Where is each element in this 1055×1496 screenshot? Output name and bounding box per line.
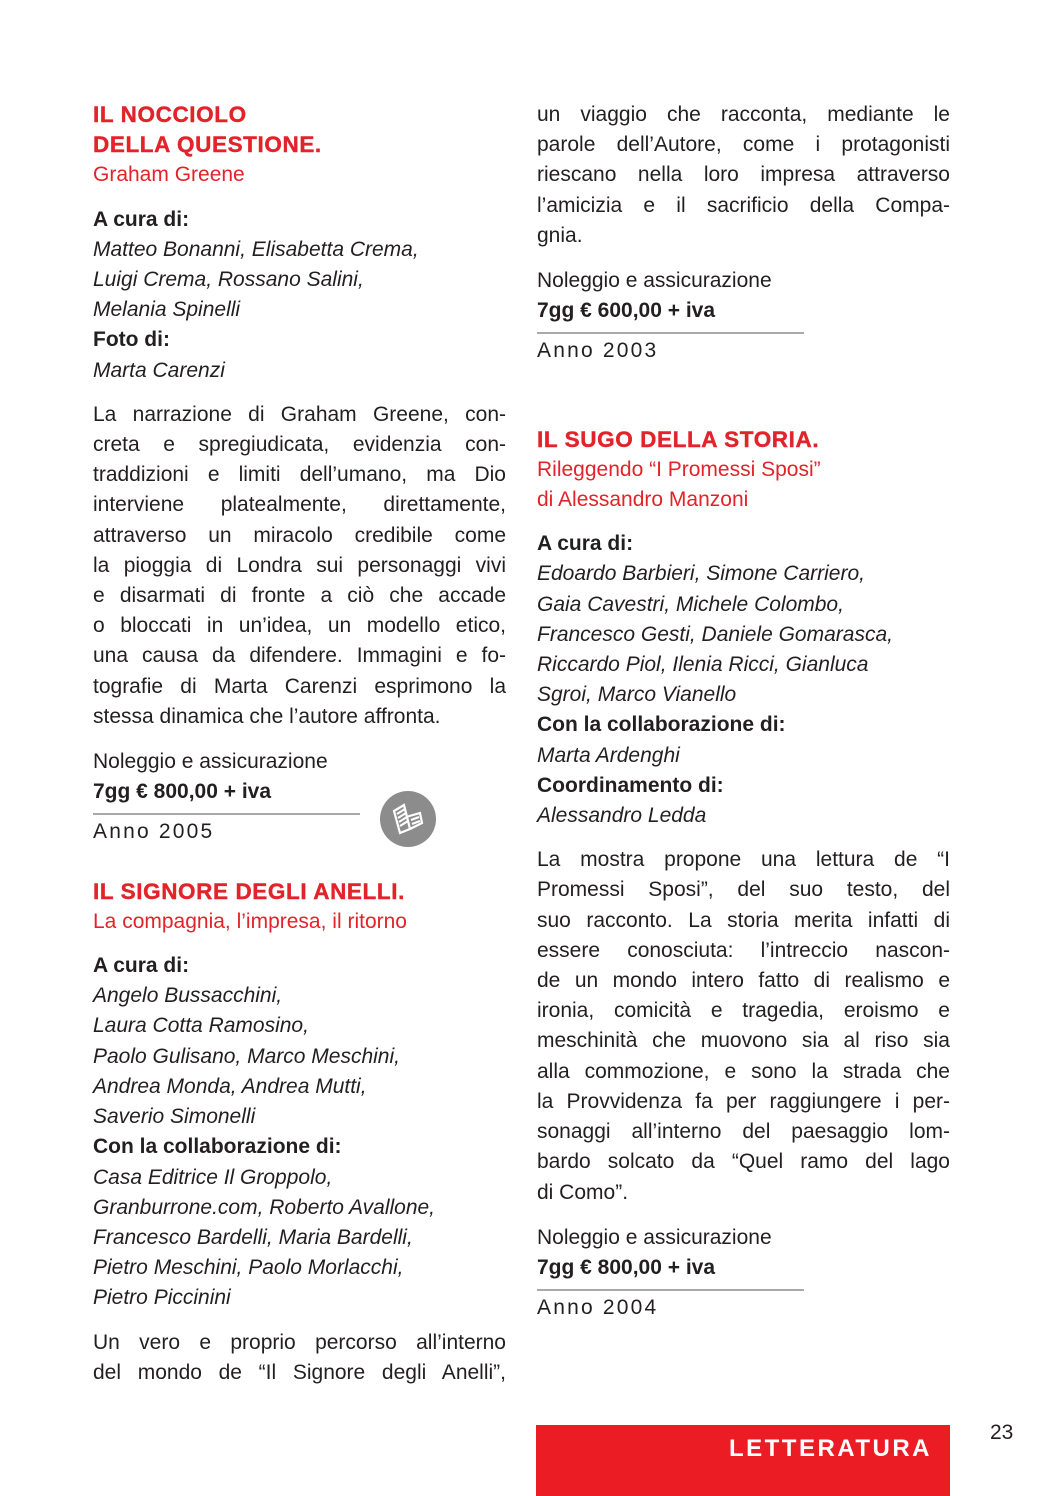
text-line: IL SIGNORE DEGLI ANELLI. — [93, 878, 405, 904]
entry-description — [537, 100, 950, 251]
text-line: Graham Greene — [93, 163, 245, 187]
text-line: un viaggio che racconta, mediante le — [537, 103, 950, 126]
text-line: Andrea Monda, Andrea Mutti, — [93, 1074, 367, 1098]
text-line: traddizioni e limiti dell’umano, ma Dio — [93, 463, 506, 487]
text-line: Casa Editrice Il Groppolo, — [93, 1165, 333, 1189]
text-line: La compagnia, l’impresa, il ritorno — [93, 909, 407, 933]
text-line: di Alessandro Manzoni — [537, 488, 749, 512]
text-line: Edoardo Barbieri, Simone Carriero, — [537, 562, 865, 586]
entry-title — [93, 877, 506, 907]
credit-names — [93, 356, 506, 386]
year: Anno 2004 — [537, 1296, 659, 1320]
year: Anno 2005 — [93, 820, 215, 844]
entry-signore-anelli-continued — [537, 100, 950, 367]
price: 7gg € 600,00 + iva — [537, 299, 716, 323]
section-label: LETTERATURA — [728, 1435, 932, 1462]
text-line: IL NOCCIOLO — [93, 102, 247, 127]
text-line: una causa da difendere. Immagini e fo- — [93, 644, 506, 668]
entry-subtitle — [93, 160, 506, 190]
entry-nocciolo — [93, 100, 506, 848]
text-line: Angelo Bussacchini, — [93, 984, 283, 1008]
text-line: Saverio Simonelli — [93, 1105, 256, 1129]
credit-names — [537, 741, 950, 771]
entry-title — [537, 425, 950, 455]
text-line: Rileggendo “I Promessi Sposi” — [537, 457, 821, 481]
text-line: bardo solcato da “Quel ramo del lago — [537, 1150, 950, 1174]
text-line: tografie di Marta Carenzi esprimono la — [93, 674, 506, 698]
text-line: Marta Ardenghi — [537, 743, 680, 767]
divider — [537, 332, 804, 334]
divider — [537, 1289, 804, 1291]
text-line: Un vero e proprio percorso all’interno — [93, 1330, 506, 1354]
entry-description — [93, 1328, 506, 1388]
page-number: 23 — [990, 1421, 1014, 1444]
divider — [93, 813, 360, 815]
text-line: parole dell’Autore, come i protagonisti — [537, 133, 950, 157]
text-line: Alessandro Ledda — [537, 804, 707, 828]
entry-subtitle — [93, 907, 506, 937]
text-line: e disarmati di fronte a ciò che accade — [93, 584, 506, 608]
text-line: di Como”. — [537, 1180, 629, 1204]
rental-label: Noleggio e assicurazione — [93, 750, 328, 774]
text-line: de un mondo intero fatto di realismo e — [537, 969, 950, 993]
text-line: ironia, comicità e tragedia, eroismo e — [537, 999, 950, 1023]
text-line: suo racconto. La storia merita infatti di — [537, 908, 950, 932]
text-line: Laura Cotta Ramosino, — [93, 1014, 309, 1038]
text-line: Marta Carenzi — [93, 358, 225, 382]
credit-label: A cura di: — [93, 207, 190, 231]
price: 7gg € 800,00 + iva — [537, 1255, 716, 1279]
price: 7gg € 800,00 + iva — [93, 780, 272, 804]
entry-sugo-storia — [537, 425, 950, 1324]
credit-names — [93, 981, 506, 1132]
credit-names — [93, 235, 506, 326]
rental-label: Noleggio e assicurazione — [537, 269, 772, 293]
right-column — [537, 100, 950, 1323]
text-line: riescano nella loro impresa attraverso — [537, 163, 950, 187]
credit-label: A cura di: — [93, 954, 190, 978]
text-line: Granburrone.com, Roberto Avallone, — [93, 1195, 436, 1219]
text-line: La narrazione di Graham Greene, con- — [93, 402, 506, 426]
text-line: creta e spregiudicata, evidenzia con- — [93, 433, 506, 457]
section-tab — [536, 1425, 950, 1496]
credit-label: Con la collaborazione di: — [537, 713, 786, 737]
credit-names — [93, 1163, 506, 1314]
text-line: gnia. — [537, 223, 583, 247]
entry-description — [93, 400, 506, 732]
credit-label: A cura di: — [537, 532, 634, 556]
credit-names — [537, 801, 950, 831]
text-line: l’amicizia e il sacrificio della Compa- — [537, 193, 950, 217]
text-line: Pietro Piccinini — [93, 1286, 231, 1310]
text-line: Matteo Bonanni, Elisabetta Crema, — [93, 237, 419, 261]
text-line: stessa dinamica che l’autore affronta. — [93, 704, 441, 728]
credit-names — [537, 559, 950, 710]
entry-subtitle — [537, 455, 950, 515]
credit-label: Con la collaborazione di: — [93, 1135, 342, 1159]
text-line: sonaggi all’interno del paesaggio lom- — [537, 1120, 950, 1144]
rental-label: Noleggio e assicurazione — [537, 1225, 772, 1249]
text-line: Pietro Meschini, Paolo Morlacchi, — [93, 1256, 404, 1280]
text-line: Sgroi, Marco Vianello — [537, 683, 737, 707]
text-line: IL SUGO DELLA STORIA. — [537, 426, 820, 452]
text-line: meschinità che muovono sia al riso sia — [537, 1029, 950, 1053]
text-line: DELLA QUESTIONE. — [93, 132, 322, 158]
text-line: del mondo de “Il Signore degli Anelli”, — [93, 1360, 506, 1384]
year: Anno 2003 — [537, 339, 659, 363]
text-line: Francesco Gesti, Daniele Gomarasca, — [537, 622, 893, 646]
entry-signore-anelli — [93, 877, 506, 1388]
text-line: Paolo Gulisano, Marco Meschini, — [93, 1044, 400, 1068]
text-line: la pioggia di Londra sui personaggi vivi — [93, 553, 506, 577]
credit-label: Foto di: — [93, 328, 170, 352]
text-line: o bloccati in un’idea, un modello etico, — [93, 614, 506, 638]
text-line: Riccardo Piol, Ilenia Ricci, Gianluca — [537, 653, 869, 677]
left-column — [93, 100, 506, 1388]
text-line: Francesco Bardelli, Maria Bardelli, — [93, 1225, 413, 1249]
text-line: La mostra propone una lettura de “I — [537, 848, 950, 872]
text-line: Promessi Sposi”, del suo testo, del — [537, 878, 950, 902]
text-line: attraverso un miracolo credibile come — [93, 523, 506, 547]
text-line: la Provvidenza fa per raggiungere i per- — [537, 1089, 950, 1113]
text-line: interviene platealmente, direttamente, — [93, 493, 506, 517]
text-line: alla commozione, e sono la strada che — [537, 1059, 950, 1083]
text-line: Gaia Cavestri, Michele Colombo, — [537, 592, 844, 616]
text-line: essere conosciuta: l’intreccio nascon- — [537, 938, 950, 962]
entry-title — [93, 100, 506, 160]
text-line: Melania Spinelli — [93, 298, 241, 322]
text-line: Luigi Crema, Rossano Salini, — [93, 268, 364, 292]
open-book-icon — [380, 791, 436, 847]
credit-label: Coordinamento di: — [537, 773, 724, 797]
entry-description — [537, 845, 950, 1207]
